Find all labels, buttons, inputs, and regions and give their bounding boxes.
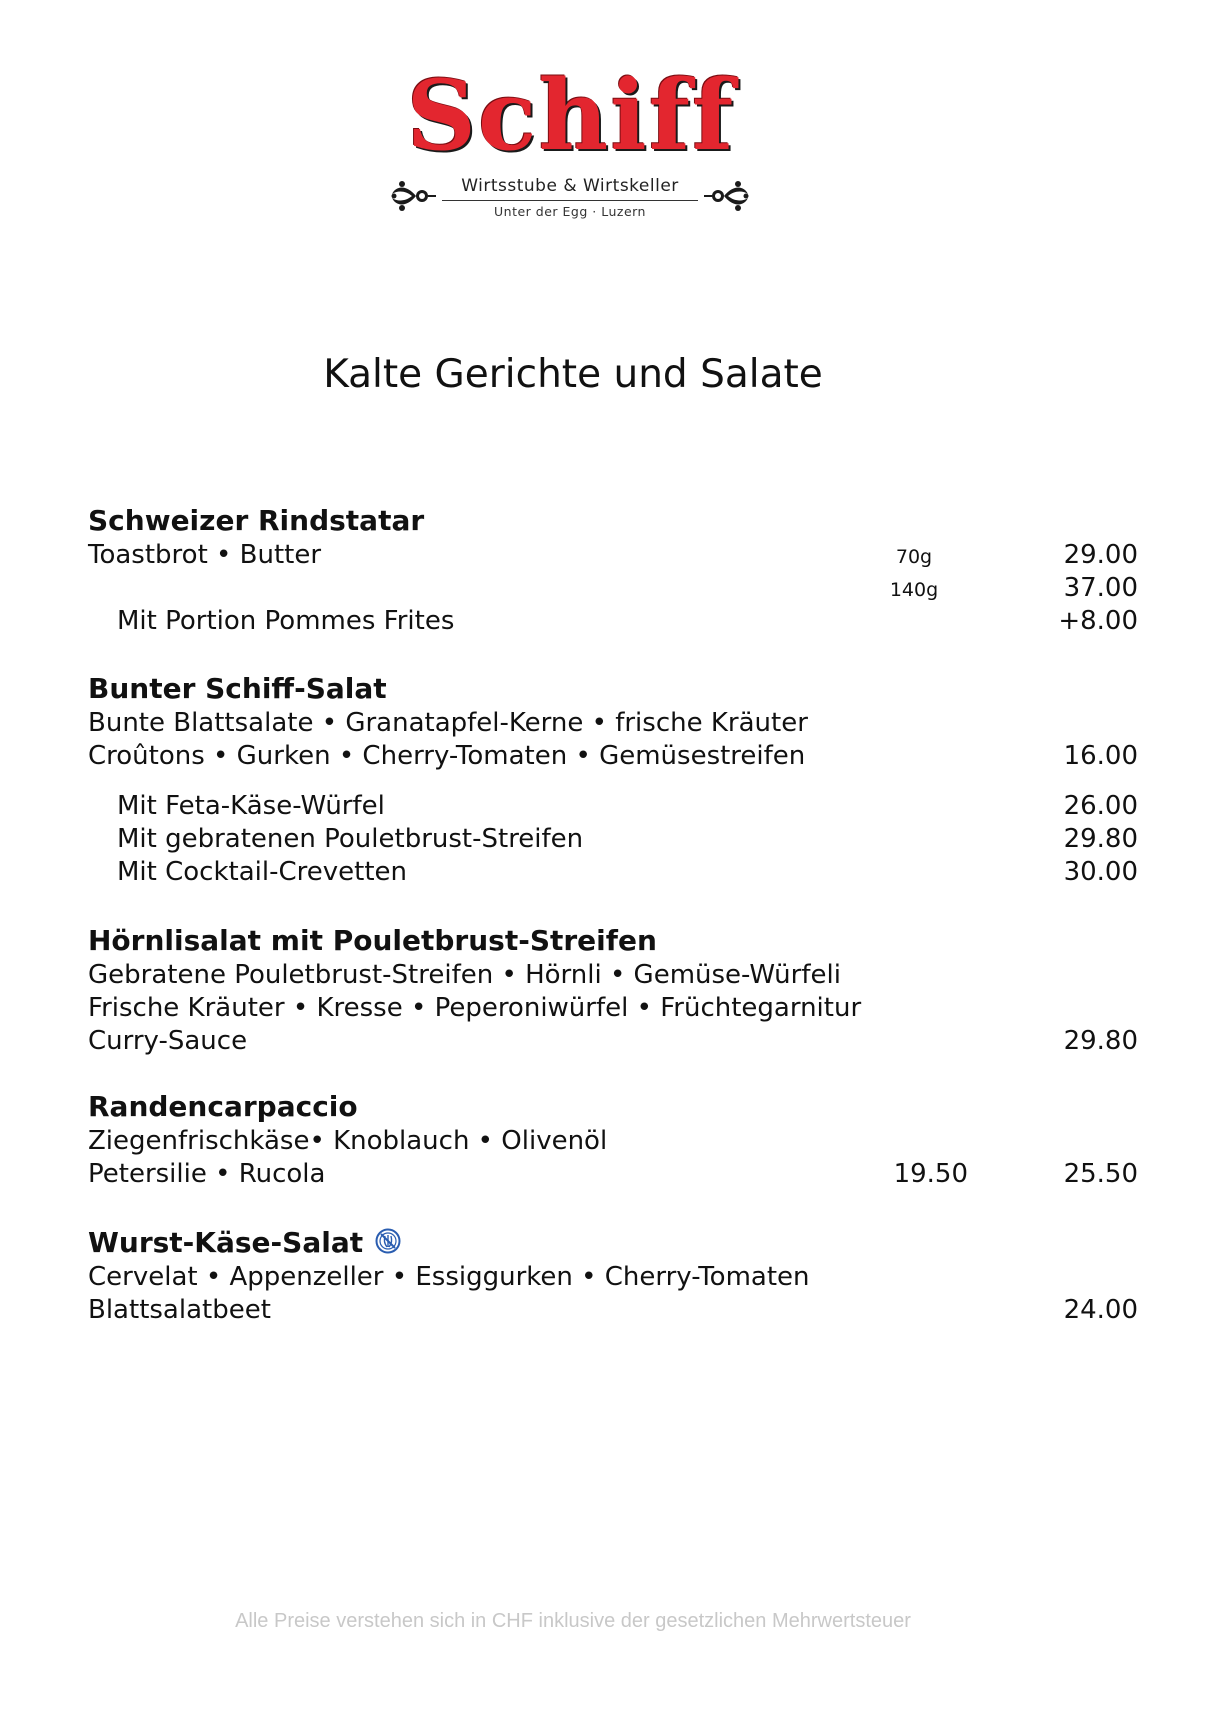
price: 29.80 xyxy=(1063,1026,1138,1056)
menu-item-name: Wurst-Käse-Salat xyxy=(88,1226,1058,1260)
logo-wordmark: Schiff xyxy=(406,59,736,172)
menu-item-name: Randencarpaccio xyxy=(88,1090,358,1123)
restaurant-logo xyxy=(380,59,760,236)
logo-divider xyxy=(442,200,698,201)
menu-item-row xyxy=(88,571,1138,605)
price: 30.00 xyxy=(1063,857,1138,887)
menu-item-row xyxy=(88,1024,1138,1058)
page-title: Kalte Gerichte und Salate xyxy=(323,352,823,397)
price: 37.00 xyxy=(1063,573,1138,603)
price: 29.00 xyxy=(1063,540,1138,570)
menu-item-option xyxy=(117,855,1138,889)
price: 26.00 xyxy=(1063,791,1138,821)
logo-subtitle: Wirtsstube & Wirtskeller xyxy=(461,176,679,196)
logo-location: Unter der Egg · Luzern xyxy=(494,204,646,219)
menu-item-description: Bunte Blattsalate • Granatapfel-Kerne • frische Kräuter xyxy=(88,708,808,738)
option-label: Mit gebratenen Pouletbrust-Streifen xyxy=(117,824,584,854)
vat-notice: Alle Preise verstehen sich in CHF inklusive der gesetzlichen Mehrwertsteuer xyxy=(235,1610,911,1632)
portion-size: 70g xyxy=(895,546,933,568)
not-vegetarian-icon xyxy=(375,1228,401,1254)
menu-item-description: Gebratene Pouletbrust-Streifen • Hörnli • Gemüse-Würfeli xyxy=(88,960,841,990)
option-label: Mit Portion Pommes Frites xyxy=(117,606,455,636)
price: +8.00 xyxy=(1058,606,1138,636)
flourish-right-icon xyxy=(704,174,752,218)
menu-item-description: Curry-Sauce xyxy=(88,1026,248,1056)
menu-item-description: Frische Kräuter • Kresse • Peperoniwürfel • Früchtegarnitur xyxy=(88,993,862,1023)
menu-item-option xyxy=(117,604,1138,638)
menu-item-description: Croûtons • Gurken • Cherry-Tomaten • Gemüsestreifen xyxy=(88,741,806,771)
price: 16.00 xyxy=(1063,741,1138,771)
menu-item-description: Toastbrot • Butter xyxy=(88,540,322,570)
option-label: Mit Feta-Käse-Würfel xyxy=(117,791,385,821)
menu-item-description: Ziegenfrischkäse• Knoblauch • Olivenöl xyxy=(88,1126,608,1156)
menu-item-description: Petersilie • Rucola xyxy=(88,1159,326,1189)
price-small: 19.50 xyxy=(893,1159,968,1189)
price: 29.80 xyxy=(1063,824,1138,854)
menu-item-option xyxy=(117,822,1138,856)
price: 25.50 xyxy=(1063,1159,1138,1189)
menu-item-description: Cervelat • Appenzeller • Essiggurken • Cherry-Tomaten xyxy=(88,1262,810,1292)
menu-item-row xyxy=(88,538,1138,572)
menu-item-name: Hörnlisalat mit Pouletbrust-Streifen xyxy=(88,924,657,957)
menu-item-option xyxy=(117,789,1138,823)
menu-item-name: Bunter Schiff-Salat xyxy=(88,672,387,705)
menu-item-description: Blattsalatbeet xyxy=(88,1295,271,1325)
price: 24.00 xyxy=(1063,1295,1138,1325)
menu-item-name: Schweizer Rindstatar xyxy=(88,504,425,537)
menu-item-row xyxy=(88,1293,1138,1327)
menu-item-row xyxy=(88,1157,1138,1191)
menu-item-row xyxy=(88,739,1138,773)
option-label: Mit Cocktail-Crevetten xyxy=(117,857,407,887)
portion-size: 140g xyxy=(889,579,939,601)
